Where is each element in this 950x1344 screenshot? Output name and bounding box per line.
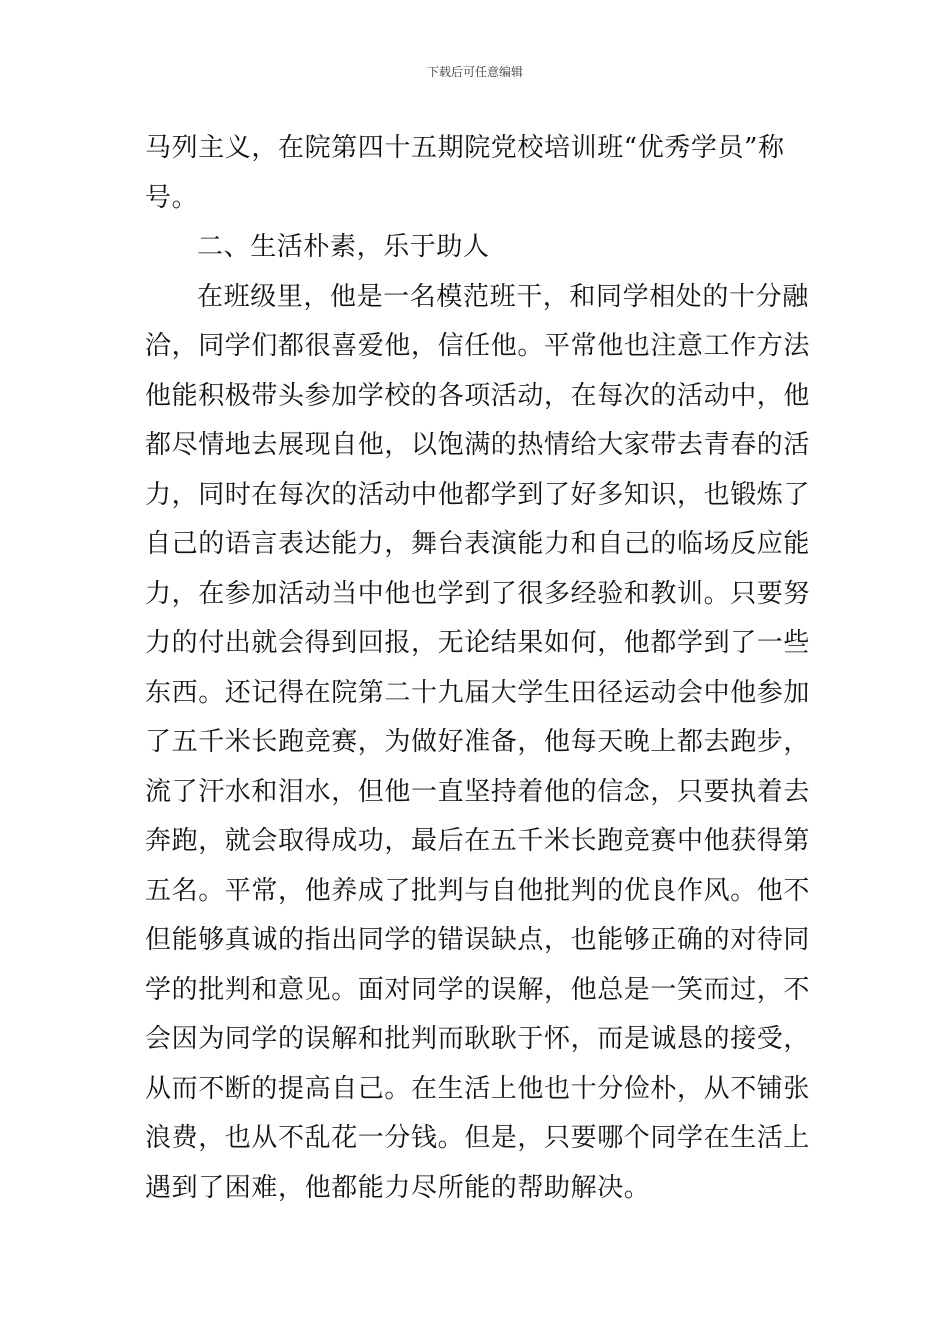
text-line: 马列主义，在院第四十五期院党校培训班“优秀学员”称: [145, 133, 785, 163]
text-line: 都尽情地去展现自他，以饱满的热情给大家带去青春的活: [145, 430, 811, 460]
text-line: 自己的语言表达能力，舞台表演能力和自己的临场反应能: [145, 529, 811, 559]
paragraph-first-line: 在班级里，他是一名模范班干，和同学相处的十分融: [197, 281, 809, 312]
text-line: 东西。还记得在院第二十九届大学生田径运动会中他参加: [145, 677, 811, 708]
text-line: 流了汗水和泪水，但他一直坚持着他的信念，只要执着去: [145, 776, 811, 807]
text-line: 浪费，也从不乱花一分钱。但是，只要哪个同学在生活上: [145, 1123, 811, 1153]
page-header-note: 下载后可任意编辑: [426, 65, 523, 79]
section-heading: 二、生活朴素，乐于助人: [197, 232, 490, 262]
text-line: 他能积极带头参加学校的各项活动，在每次的活动中，他: [145, 380, 811, 411]
text-line: 号。: [145, 182, 199, 213]
text-line: 从而不断的提高自己。在生活上他也十分俭朴，从不铺张: [145, 1073, 811, 1104]
document-body: [145, 124, 810, 1213]
text-line: 但能够真诚的指出同学的错误缺点，也能够正确的对待同: [145, 925, 811, 955]
text-line: 力的付出就会得到回报，无论结果如何，他都学到了一些: [145, 628, 811, 658]
text-line: 五名。平常，他养成了批判与自他批判的优良作风。他不: [145, 875, 811, 906]
text-line: 了五千米长跑竞赛，为做好准备，他每天晚上都去跑步，: [145, 727, 811, 757]
text-line: 学的批判和意见。面对同学的误解，他总是一笑而过，不: [145, 974, 811, 1005]
text-line: 遇到了困难，他都能力尽所能的帮助解决。: [145, 1172, 651, 1203]
text-line: 会因为同学的误解和批判而耿耿于怀，而是诚恳的接受，: [145, 1024, 811, 1054]
text-line: 力，同时在每次的活动中他都学到了好多知识，也锻炼了: [145, 479, 811, 510]
text-line: 洽，同学们都很喜爱他，信任他。平常他也注意工作方法: [145, 331, 811, 361]
text-line: 力，在参加活动当中他也学到了很多经验和教训。只要努: [145, 578, 811, 609]
text-line: 奔跑，就会取得成功，最后在五千米长跑竞赛中他获得第: [145, 826, 811, 856]
